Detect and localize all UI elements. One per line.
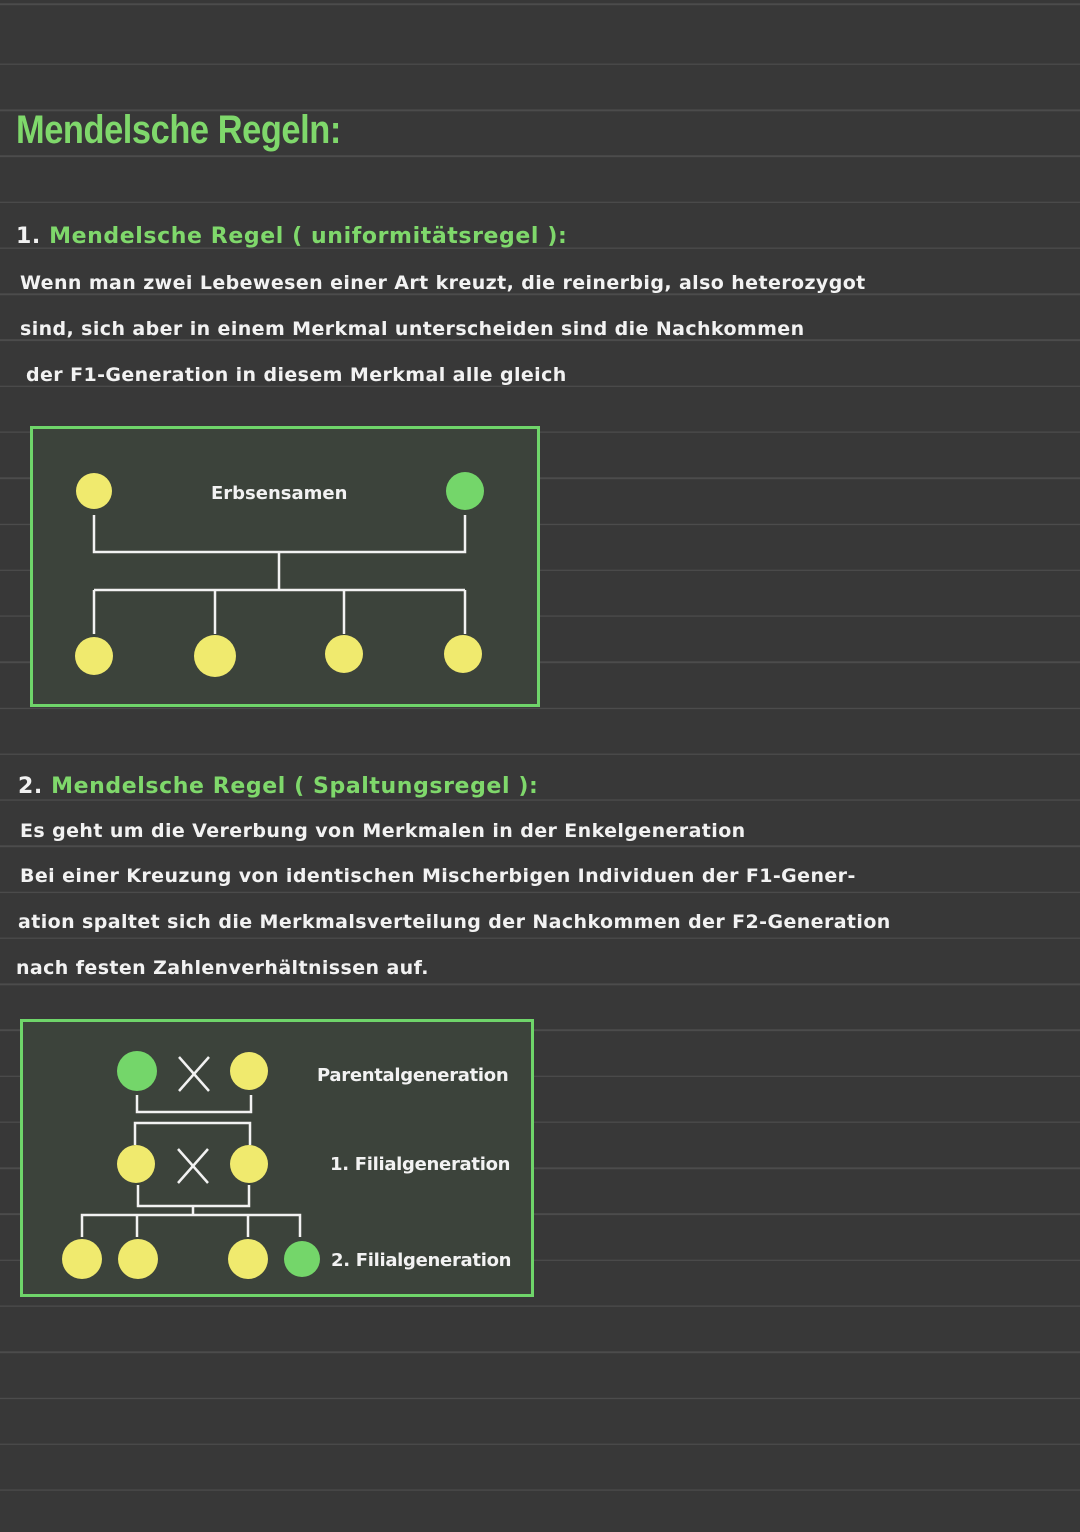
rule2-line-2: Bei einer Kreuzung von identischen Mischerbigen Individuen der F1-Gener- [20,865,856,887]
offspring-pea [194,635,236,677]
f2-pea [118,1239,158,1279]
rule2-line-3: ation spaltet sich die Merkmalsverteilung der Nachkommen der F2-Generation [18,911,891,933]
f2-pea [62,1239,102,1279]
rule1-heading [16,224,567,249]
f2-pea-green [284,1241,320,1277]
rule1-connector-lines [94,515,465,634]
parental-connector [137,1095,251,1112]
f1-pea [230,1145,268,1183]
cross-symbol [179,1057,209,1091]
offspring-pea [444,635,482,673]
erbsensamen-label: Erbsensamen [211,483,348,504]
f2-label: 2. Filialgeneration [331,1250,512,1271]
f1-connector [135,1123,250,1145]
parent-pea-yellow [76,473,112,509]
rule1-line-2: sind, sich aber in einem Merkmal unterscheiden sind die Nachkommen [20,318,805,340]
rule1-title: Mendelsche Regel ( uniformitätsregel ): [49,224,568,249]
rule1-diagram [30,426,540,707]
rule2-number: 2. [18,774,43,799]
parental-pea-green [117,1051,157,1091]
parental-pea-yellow [230,1052,268,1090]
parent-connector [94,515,465,552]
f1-pea [117,1145,155,1183]
f1-cross-connector [138,1185,249,1206]
rule2-heading [18,774,538,799]
f1-label: 1. Filialgeneration [330,1154,511,1175]
parent-pea-green [446,472,484,510]
rule2-diagram [20,1019,534,1297]
cross-symbol [178,1149,208,1183]
rule2-line-4: nach festen Zahlenverhältnissen auf. [16,957,429,979]
page-title: Mendelsche Regeln: [16,108,341,152]
rule2-line-1: Es geht um die Vererbung von Merkmalen in der Enkelgeneration [20,820,746,842]
offspring-pea [75,637,113,675]
rule1-line-3: der F1-Generation in diesem Merkmal alle gleich [26,364,567,386]
rule1-line-1: Wenn man zwei Lebewesen einer Art kreuzt, die reinerbig, also heterozygot [20,272,866,294]
parentalgeneration-label: Parentalgeneration [317,1065,509,1086]
rule1-diagram-svg [33,429,537,704]
f2-pea [228,1239,268,1279]
f2-bar [82,1215,300,1237]
rule1-number: 1. [16,224,41,249]
rule2-title: Mendelsche Regel ( Spaltungsregel ): [51,774,539,799]
offspring-pea [325,635,363,673]
